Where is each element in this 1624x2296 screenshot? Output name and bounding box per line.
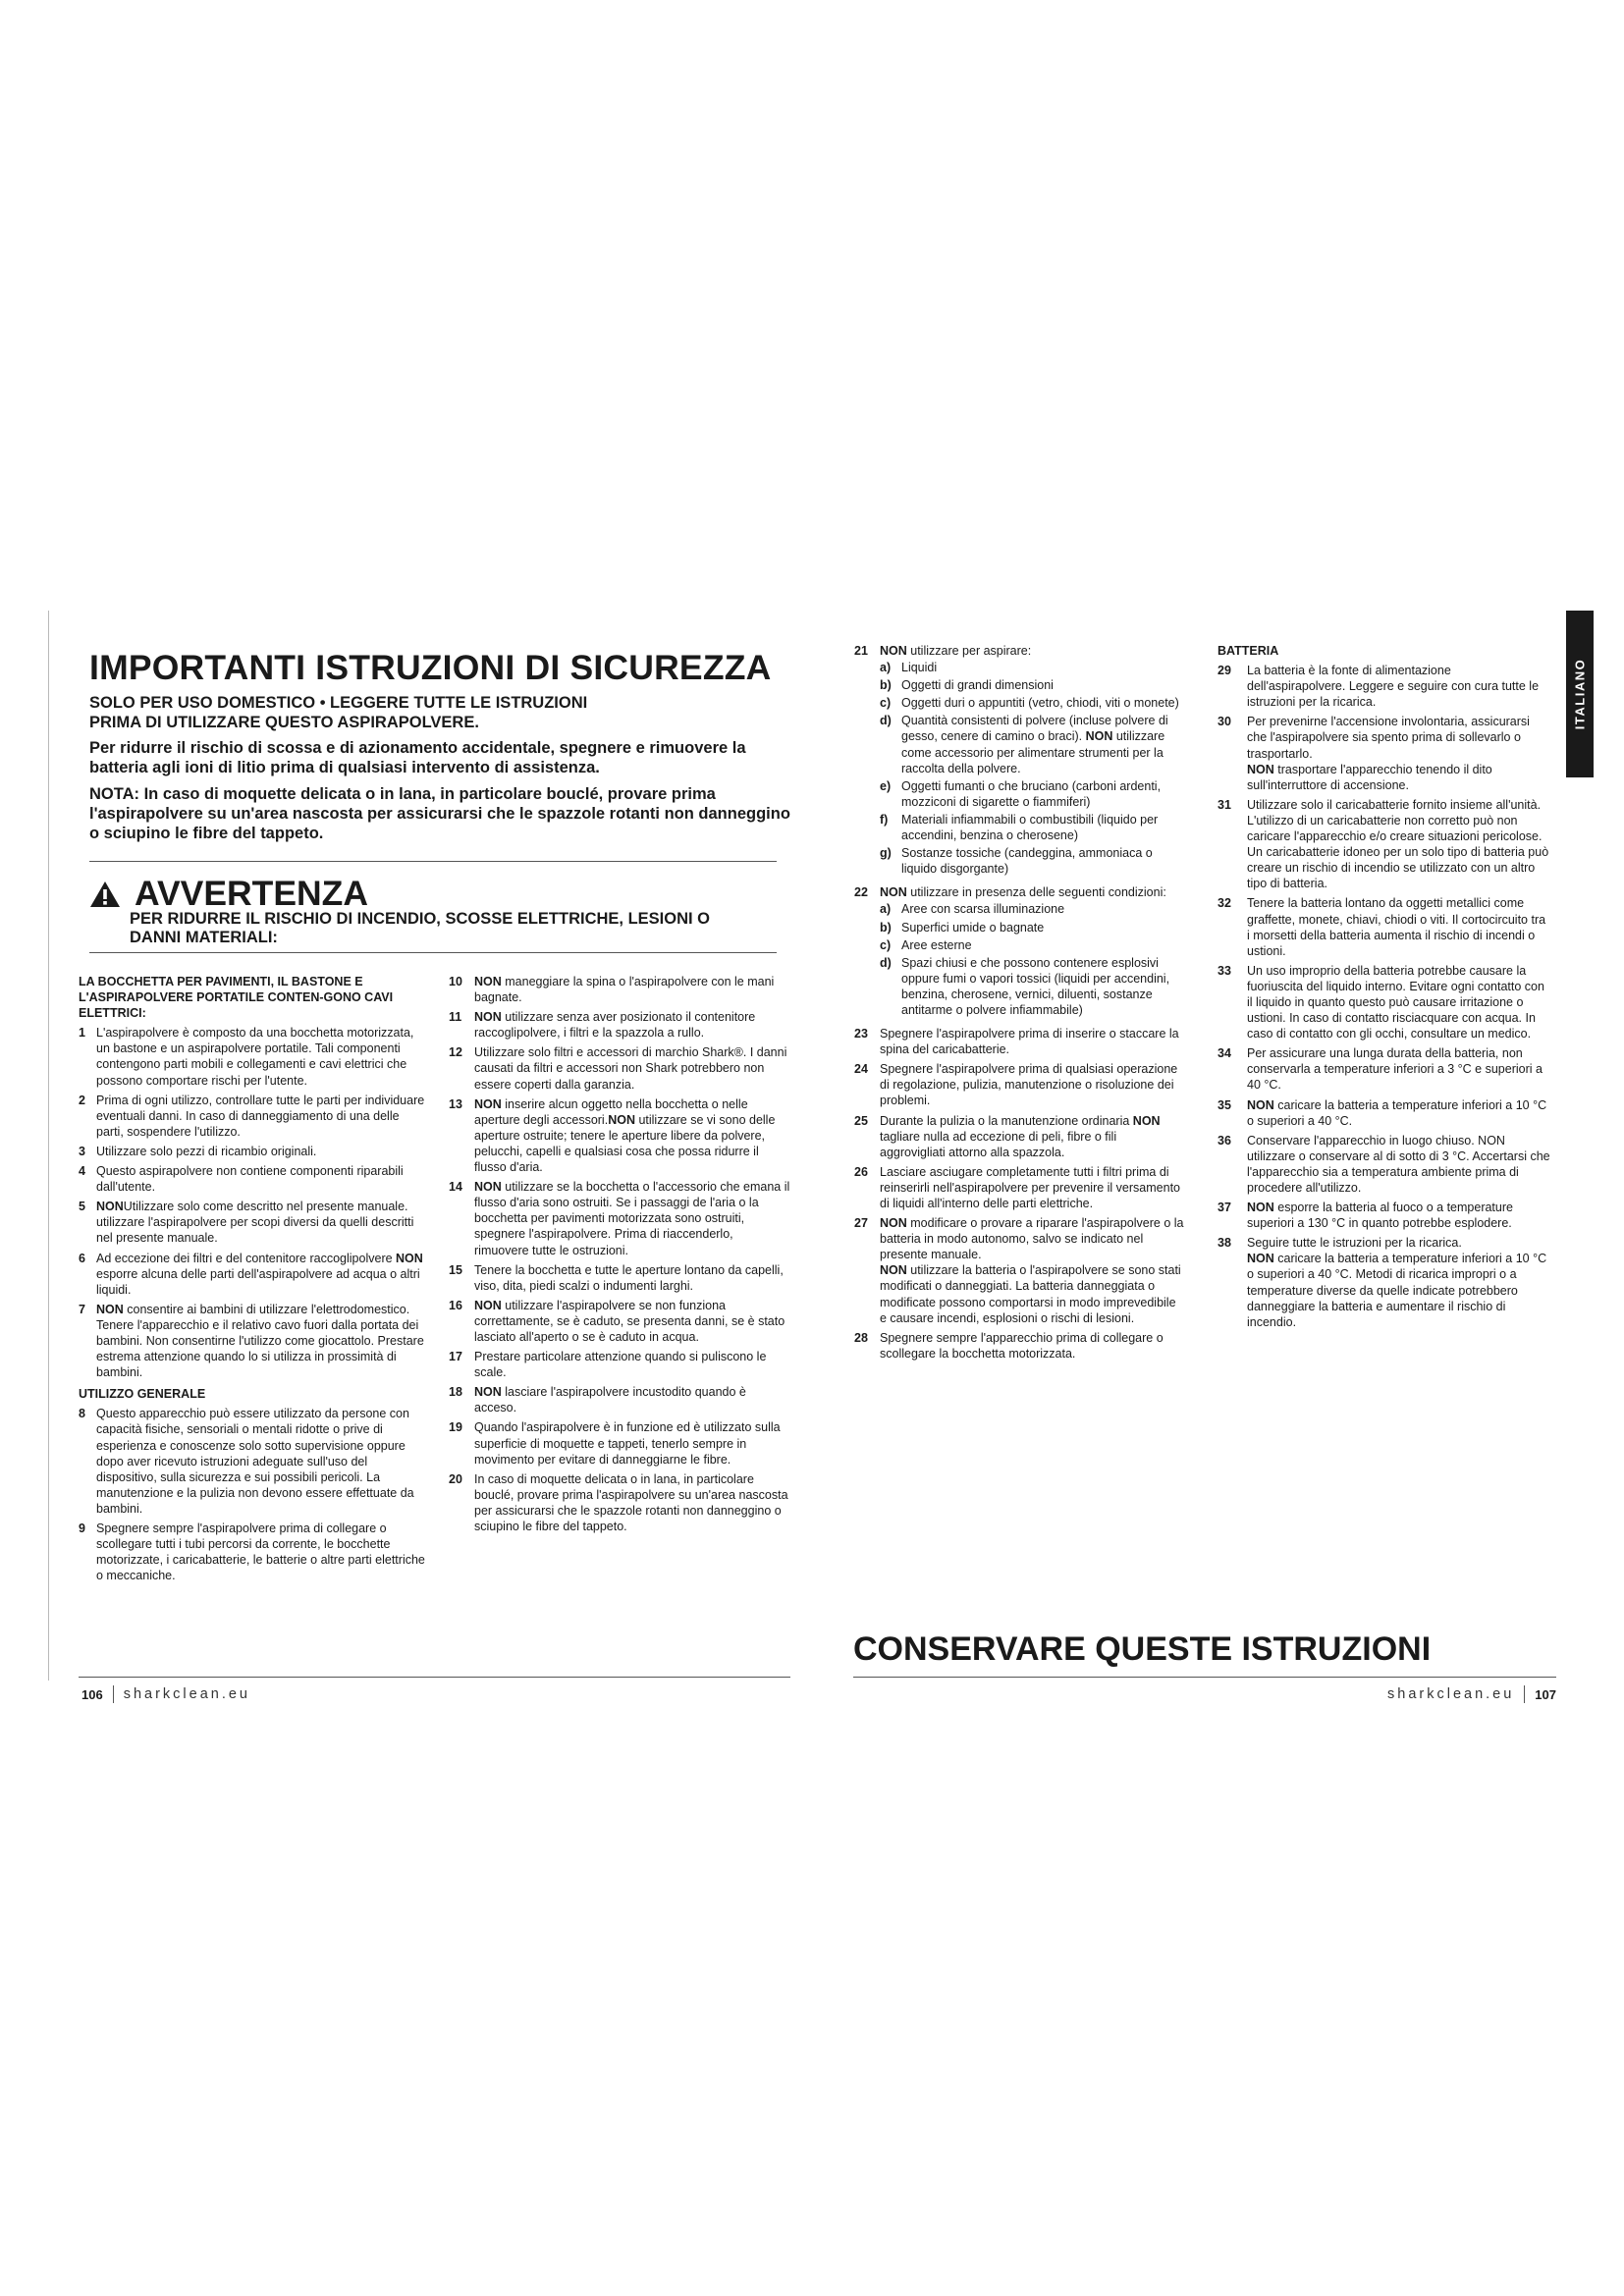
- item-text: Spegnere sempre l'apparecchio prima di collegare o scollegare la bocchetta motorizzata.: [880, 1330, 1164, 1361]
- list-item-36: [1218, 1133, 1551, 1196]
- list-item-12: [449, 1044, 790, 1092]
- sub-item: c) Oggetti duri o appuntiti (vetro, chiodi, viti o monete): [880, 696, 1179, 711]
- list-item-38: [1218, 1235, 1551, 1330]
- list-item-19: [449, 1419, 790, 1467]
- item-text: NON utilizzare l'aspirapolvere se non funziona correttamente, se è caduto, se presenta danni, se è stato lasciato all'aperto o se è caduto in acqua.: [474, 1298, 785, 1344]
- footer-url-left: sharkclean.eu: [123, 1686, 250, 1702]
- item-number: 32: [1218, 896, 1231, 911]
- warning-subtitle: PER RIDURRE IL RISCHIO DI INCENDIO, SCOSSE ELETTRICHE, LESIONI O DANNI MATERIALI:: [130, 910, 711, 946]
- list-item-14: [449, 1179, 790, 1257]
- sub-item: b) Superfici umide o bagnate: [880, 920, 1045, 934]
- item-text: Utilizzare solo pezzi di ricambio originali.: [96, 1144, 317, 1158]
- usage-subtitle: [89, 693, 587, 732]
- item-number: 19: [449, 1420, 462, 1435]
- item-text: Conservare l'apparecchio in luogo chiuso. NON utilizzare o conservare al di sotto di 3 °C. Accertarsi che l'apparecchio sia a temperatura ambiente prima di procedere all'utilizzo.: [1247, 1133, 1550, 1195]
- divider-top: [89, 861, 777, 862]
- item-text: NON esporre la batteria al fuoco o a temperature superiori a 130 °C in quanto potrebbe esplodere.: [1247, 1201, 1513, 1231]
- footer-left: [81, 1685, 250, 1703]
- sub-item: e) Oggetti fumanti o che bruciano (carboni ardenti, mozziconi di sigarette o fiammiferi): [880, 778, 1162, 809]
- list-item-2: [79, 1093, 427, 1140]
- list-item-32: [1218, 895, 1551, 958]
- item-text: Spegnere l'aspirapolvere prima di inserire o staccare la spina del caricabatterie.: [880, 1027, 1179, 1057]
- page-title: IMPORTANTI ISTRUZIONI DI SICUREZZA: [89, 648, 772, 687]
- list-item-29: [1218, 663, 1551, 710]
- item-text: NON inserire alcun oggetto nella bocchetta o nelle aperture degli accessori.NON utilizzare se vi sono delle aperture ostruite; tenere le aperture libere da polvere, pelucchi, capelli e qualsiasi cosa che possa ridurre il flusso d'aria.: [474, 1096, 776, 1175]
- list-item-16: [449, 1298, 790, 1345]
- list-item-7: [79, 1302, 427, 1380]
- footer-separator: [113, 1685, 114, 1703]
- footer-right: [1387, 1685, 1556, 1703]
- list-item-8: [79, 1406, 427, 1517]
- item-text: Per assicurare una lunga durata della batteria, non conservarla a temperature inferiori a 3 °C e superiori a 40 °C.: [1247, 1046, 1543, 1093]
- list-item-11: [449, 1009, 790, 1041]
- item-number: 18: [449, 1385, 462, 1400]
- item-number: 38: [1218, 1236, 1231, 1251]
- item-number: 33: [1218, 963, 1231, 978]
- item-number: 13: [449, 1096, 462, 1111]
- warning-triangle-icon: [89, 881, 121, 908]
- item-text: NON utilizzare in presenza delle seguenti condizioni: a) Aree con scarsa illuminazione b) Superfici umide o bagnate c) Aree esterne d) Spazi chiusi e che possono contenere esplosivi oppure fumi o vapori tossici (liquidi per accendini, benzina, cherosene, vernici, diluenti, sostanze antitarme o polvere infiammabile): [880, 884, 1184, 1022]
- item-text: NON modificare o provare a riparare l'aspirapolvere o la batteria in modo autonomo, salvo se indicato nel presente manuale. NON utilizzare la batteria o l'aspirapolvere se sono stati modificati o danneggiati. La batteria danneggiata o modificate possono comportarsi in modo imprevedibile e causare incendi, esplosioni o rischi di lesioni.: [880, 1216, 1184, 1325]
- item-number: 27: [854, 1216, 868, 1231]
- column-4: [1218, 643, 1551, 1334]
- list-item-33: [1218, 963, 1551, 1041]
- list-item-17: [449, 1349, 790, 1380]
- sub-item: b) Oggetti di grandi dimensioni: [880, 678, 1054, 693]
- sub-item: g) Sostanze tossiche (candeggina, ammoniaca o liquido disgorgante): [880, 846, 1153, 877]
- list-item-9: [79, 1521, 427, 1583]
- item-text: NONUtilizzare solo come descritto nel presente manuale. utilizzare l'aspirapolvere per scopi diversi da quelli descritti nel presente manuale.: [96, 1200, 414, 1246]
- section-heading-general-use: UTILIZZO GENERALE: [79, 1387, 206, 1402]
- item-text: Prima di ogni utilizzo, controllare tutte le parti per individuare eventuali danni. In caso di danneggiamento di una delle parti, sospendere l'utilizzo.: [96, 1093, 425, 1139]
- language-tab-text: ITALIANO: [1572, 658, 1588, 730]
- item-number: 36: [1218, 1133, 1231, 1148]
- list-item-6: [79, 1251, 427, 1298]
- item-text: In caso di moquette delicata o in lana, in particolare bouclé, provare prima l'aspirapolvere su un'area nascosta per assicurarsi che le spazzole rotanti non danneggino o sciupino le fibre del tappeto.: [474, 1471, 788, 1533]
- item-number: 9: [79, 1522, 85, 1535]
- item-number: 23: [854, 1027, 868, 1041]
- item-text: NON maneggiare la spina o l'aspirapolvere con le mani bagnate.: [474, 975, 775, 1005]
- list-item-25: [854, 1113, 1184, 1160]
- list-item-5: [79, 1199, 427, 1246]
- list-item-31: [1218, 797, 1551, 892]
- column-2: [449, 974, 790, 1538]
- list-item-15: [449, 1262, 790, 1294]
- item-text: NON utilizzare senza aver posizionato il contenitore raccoglipolvere, i filtri e la spazzola a rullo.: [474, 1010, 756, 1041]
- item-number: 10: [449, 975, 462, 988]
- item-text: Questo aspirapolvere non contiene componenti riparabili dall'utente.: [96, 1164, 404, 1195]
- item-number: 12: [449, 1045, 462, 1060]
- list-item-34: [1218, 1045, 1551, 1093]
- item-text: Ad eccezione dei filtri e del contenitore raccoglipolvere NON esporre alcuna delle parti dell'aspirapolvere ad acqua o altri liquidi.: [96, 1251, 423, 1297]
- sub-item: d) Spazi chiusi e che possono contenere esplosivi oppure fumi o vapori tossici (liquidi per accendini, benzina, cherosene, vernici, diluenti, sostanze antitarme o polvere infiammabile): [880, 955, 1170, 1017]
- item-number: 11: [449, 1010, 462, 1025]
- sub-item: c) Aree esterne: [880, 937, 972, 952]
- list-item-20: [449, 1471, 790, 1534]
- item-number: 25: [854, 1113, 868, 1128]
- item-number: 4: [79, 1164, 85, 1179]
- page-number-left: 106: [81, 1686, 103, 1702]
- warning-heading: [89, 874, 368, 914]
- item-text: NON utilizzare se la bocchetta o l'accessorio che emana il flusso d'aria sono ostruiti. Se i passaggi de l'aria o la bocchetta per pavimenti motorizzata sono ostruiti, spegnere l'aspirapolvere. Prima di riaccenderlo, rimuovere tutte le ostruzioni.: [474, 1180, 790, 1257]
- item-number: 30: [1218, 715, 1231, 729]
- item-number: 26: [854, 1164, 868, 1179]
- item-number: 35: [1218, 1097, 1231, 1112]
- item-number: 29: [1218, 664, 1231, 678]
- item-number: 1: [79, 1026, 85, 1041]
- footer-rule-left: [79, 1677, 790, 1678]
- list-item-30: [1218, 714, 1551, 792]
- list-item-28: [854, 1330, 1184, 1362]
- item-number: 15: [449, 1262, 462, 1277]
- list-item-10: [449, 974, 790, 1005]
- item-text: Utilizzare solo filtri e accessori di marchio Shark®. I danni causati da filtri e accessori non Shark potrebbero non essere coperti dalla garanzia.: [474, 1045, 787, 1092]
- list-item-4: [79, 1163, 427, 1195]
- list-item-13: [449, 1096, 790, 1175]
- list-item-26: [854, 1164, 1184, 1211]
- item-text: NON lasciare l'aspirapolvere incustodito quando è acceso.: [474, 1385, 746, 1415]
- item-text: L'aspirapolvere è composto da una bocchetta motorizzata, un bastone e un aspirapolvere portatile. Tali componenti contengono parti mobili e collegamenti e cavi elettrici che possono comportare rischi per l'utente.: [96, 1026, 414, 1088]
- closing-title: CONSERVARE QUESTE ISTRUZIONI: [853, 1630, 1432, 1668]
- list-item-27: [854, 1215, 1184, 1326]
- list-item-24: [854, 1061, 1184, 1108]
- sub-item: d) Quantità consistenti di polvere (incluse polvere di gesso, cenere di camino o braci). NON utilizzare come accessorio per alimentare strumenti per la raccolta della polvere.: [880, 714, 1168, 775]
- item-number: 28: [854, 1330, 868, 1345]
- item-number: 6: [79, 1251, 85, 1265]
- item-text: Per prevenirne l'accensione involontaria, assicurarsi che l'aspirapolvere sia spento prima di sollevarlo o trasportarlo. NON trasportare l'apparecchio tenendo il dito sull'interruttore di accensione.: [1247, 715, 1530, 792]
- footer-separator: [1524, 1685, 1525, 1703]
- warning-title: AVVERTENZA: [135, 874, 368, 913]
- footer-url-right: sharkclean.eu: [1387, 1686, 1515, 1702]
- item-number: 24: [854, 1062, 868, 1077]
- item-number: 34: [1218, 1046, 1231, 1061]
- item-number: 16: [449, 1298, 462, 1312]
- item-text: Tenere la batteria lontano da oggetti metallici come graffette, monete, chiavi, chiodi o viti. Il cortocircuito tra i morsetti della batteria aumenta il rischio di incendi o ustioni.: [1247, 896, 1546, 958]
- column-1: [79, 974, 427, 1587]
- battery-heading: BATTERIA: [1218, 644, 1279, 658]
- list-item-37: [1218, 1200, 1551, 1231]
- list-item-3: [79, 1144, 427, 1159]
- item-text: Spegnere sempre l'aspirapolvere prima di collegare o scollegare tutti i tubi percorsi da corrente, le bocchette motorizzate, i caricabatterie, le batterie o altre parti elettriche o meccaniche.: [96, 1522, 425, 1583]
- item-number: 8: [79, 1407, 85, 1421]
- item-text: Prestare particolare attenzione quando si puliscono le scale.: [474, 1350, 767, 1380]
- item-number: 21: [854, 644, 868, 658]
- item-number: 37: [1218, 1201, 1231, 1215]
- item-number: 3: [79, 1144, 85, 1158]
- item-text: NON consentire ai bambini di utilizzare l'elettrodomestico. Tenere l'apparecchio e il relativo cavo fuori dalla portata dei bambini. Non consentirne l'utilizzo come giocattolo. Prestare estrema attenzione quando lo si utilizza in prossimità di bambini.: [96, 1302, 424, 1380]
- item-text: NON utilizzare per aspirare: a) Liquidi b) Oggetti di grandi dimensioni c) Oggetti duri o appuntiti (vetro, chiodi, viti o monete) d) Quantità consistenti di polvere (incluse polvere di gesso, cenere di camino o braci). NON utilizzare come accessorio per alimentare strumenti per la raccolta della polvere. e) Oggetti fumanti o che bruciano (carboni ardenti, mozziconi di sigarette o fiammiferi) f) Materiali infiammabili o combustibili (liquido per accendini, benzina o cherosene) g) Sostanze tossiche (candeggina, ammoniaca o liquido disgorgante): [880, 643, 1184, 881]
- list-item-21: [854, 643, 1184, 881]
- item-number: 20: [449, 1471, 462, 1486]
- list-item-35: [1218, 1097, 1551, 1129]
- item-number: 7: [79, 1302, 85, 1316]
- list-item-1: [79, 1025, 427, 1088]
- item-text: Questo apparecchio può essere utilizzato da persone con capacità fisiche, sensoriali o mentali ridotte o prive di esperienza e conoscenze solo sotto supervisione oppure dopo aver ricevuto istruzioni adeguate sull'uso del dispositivo, sulla sicurezza e sui possibili pericoli. La manutenzione e la pulizia non devono essere effettuate da bambini.: [96, 1407, 414, 1516]
- item-text: NON caricare la batteria a temperature inferiori a 10 °C o superiori a 40 °C.: [1247, 1097, 1547, 1128]
- list-item-22: [854, 884, 1184, 1022]
- item-text: Quando l'aspirapolvere è in funzione ed è utilizzato sulla superficie di moquette e tappeti, tenerlo sempre in movimento per evitare di danneggiarne le fibre.: [474, 1420, 781, 1467]
- item-text: Utilizzare solo il caricabatterie fornito insieme all'unità. L'utilizzo di un caricabatterie non corretto può non caricare l'apparecchio e/o creare situazioni pericolose. Un caricabatterie idoneo per un solo tipo di batteria può creare un rischio di incendio se utilizzato con un altro tipo di batteria.: [1247, 797, 1549, 891]
- list-item-18: [449, 1384, 790, 1415]
- page-number-right: 107: [1535, 1686, 1556, 1702]
- item-text: Tenere la bocchetta e tutte le aperture lontano da capelli, viso, dita, piedi scalzi o indumenti larghi.: [474, 1262, 784, 1293]
- column-3: [854, 643, 1184, 1365]
- intro-battery-warning: Per ridurre il rischio di scossa e di azionamento accidentale, spegnere e rimuovere la batteria agli ioni di litio prima di qualsiasi intervento di assistenza.: [89, 739, 746, 776]
- item-number: 31: [1218, 797, 1231, 812]
- sub-item: f) Materiali infiammabili o combustibili (liquido per accendini, benzina o cherosene): [880, 812, 1159, 843]
- sub-item: a) Liquidi: [880, 661, 938, 675]
- footer-rule-right: [853, 1677, 1556, 1678]
- item-text: Durante la pulizia o la manutenzione ordinaria NON tagliare nulla ad eccezione di peli, fibre o fili aggrovigliati attorno alla spazzola.: [880, 1113, 1161, 1159]
- subtitle-line-1: SOLO PER USO DOMESTICO • LEGGERE TUTTE LE ISTRUZIONI: [89, 694, 588, 712]
- item-text: Un uso improprio della batteria potrebbe causare la fuoriuscita del liquido interno. Evitare ogni contatto con il liquido in quanto questo può causare irritazione o ustioni. In caso di contatto risciacquare con acqua. In caso di contatto con gli occhi, consultare un medico.: [1247, 963, 1544, 1041]
- language-tab-label: [1566, 611, 1594, 777]
- section-heading-cables: LA BOCCHETTA PER PAVIMENTI, IL BASTONE E L'ASPIRAPOLVERE PORTATILE CONTEN-GONO CAVI ELETTRICI:: [79, 975, 394, 1021]
- item-number: 5: [79, 1200, 85, 1214]
- item-number: 22: [854, 885, 868, 900]
- item-text: Lasciare asciugare completamente tutti i filtri prima di reinserirli nell'aspirapolvere per prevenire il versamento di liquidi all'interno delle parti elettriche.: [880, 1164, 1180, 1210]
- sub-item: a) Aree con scarsa illuminazione: [880, 902, 1065, 917]
- item-text: Spegnere l'aspirapolvere prima di qualsiasi operazione di regolazione, pulizia, manutenzione o risoluzione dei problemi.: [880, 1062, 1178, 1108]
- item-number: 17: [449, 1350, 462, 1364]
- item-text: Seguire tutte le istruzioni per la ricarica. NON caricare la batteria a temperature inferiori a 10 °C o superiori a 40 °C. Metodi di ricarica impropri o a temperature diverse da quelle indicate potrebbero danneggiare la batteria e aumentare il rischio di incendio.: [1247, 1236, 1547, 1329]
- divider-warning: [89, 952, 777, 953]
- page-spine: [48, 611, 49, 1681]
- list-item-23: [854, 1026, 1184, 1057]
- item-number: 14: [449, 1180, 462, 1195]
- subtitle-line-2: PRIMA DI UTILIZZARE QUESTO ASPIRAPOLVERE.: [89, 714, 479, 731]
- item-number: 2: [79, 1093, 85, 1107]
- item-text: La batteria è la fonte di alimentazione dell'aspirapolvere. Leggere e seguire con cura tutte le istruzioni per la ricarica.: [1247, 664, 1540, 710]
- intro-carpet-note: NOTA: In caso di moquette delicata o in lana, in particolare bouclé, provare prima l'aspirapolvere su un'area nascosta per assicurarsi che le spazzole rotanti non danneggino o sciupino le fibre del tappeto.: [89, 785, 790, 842]
